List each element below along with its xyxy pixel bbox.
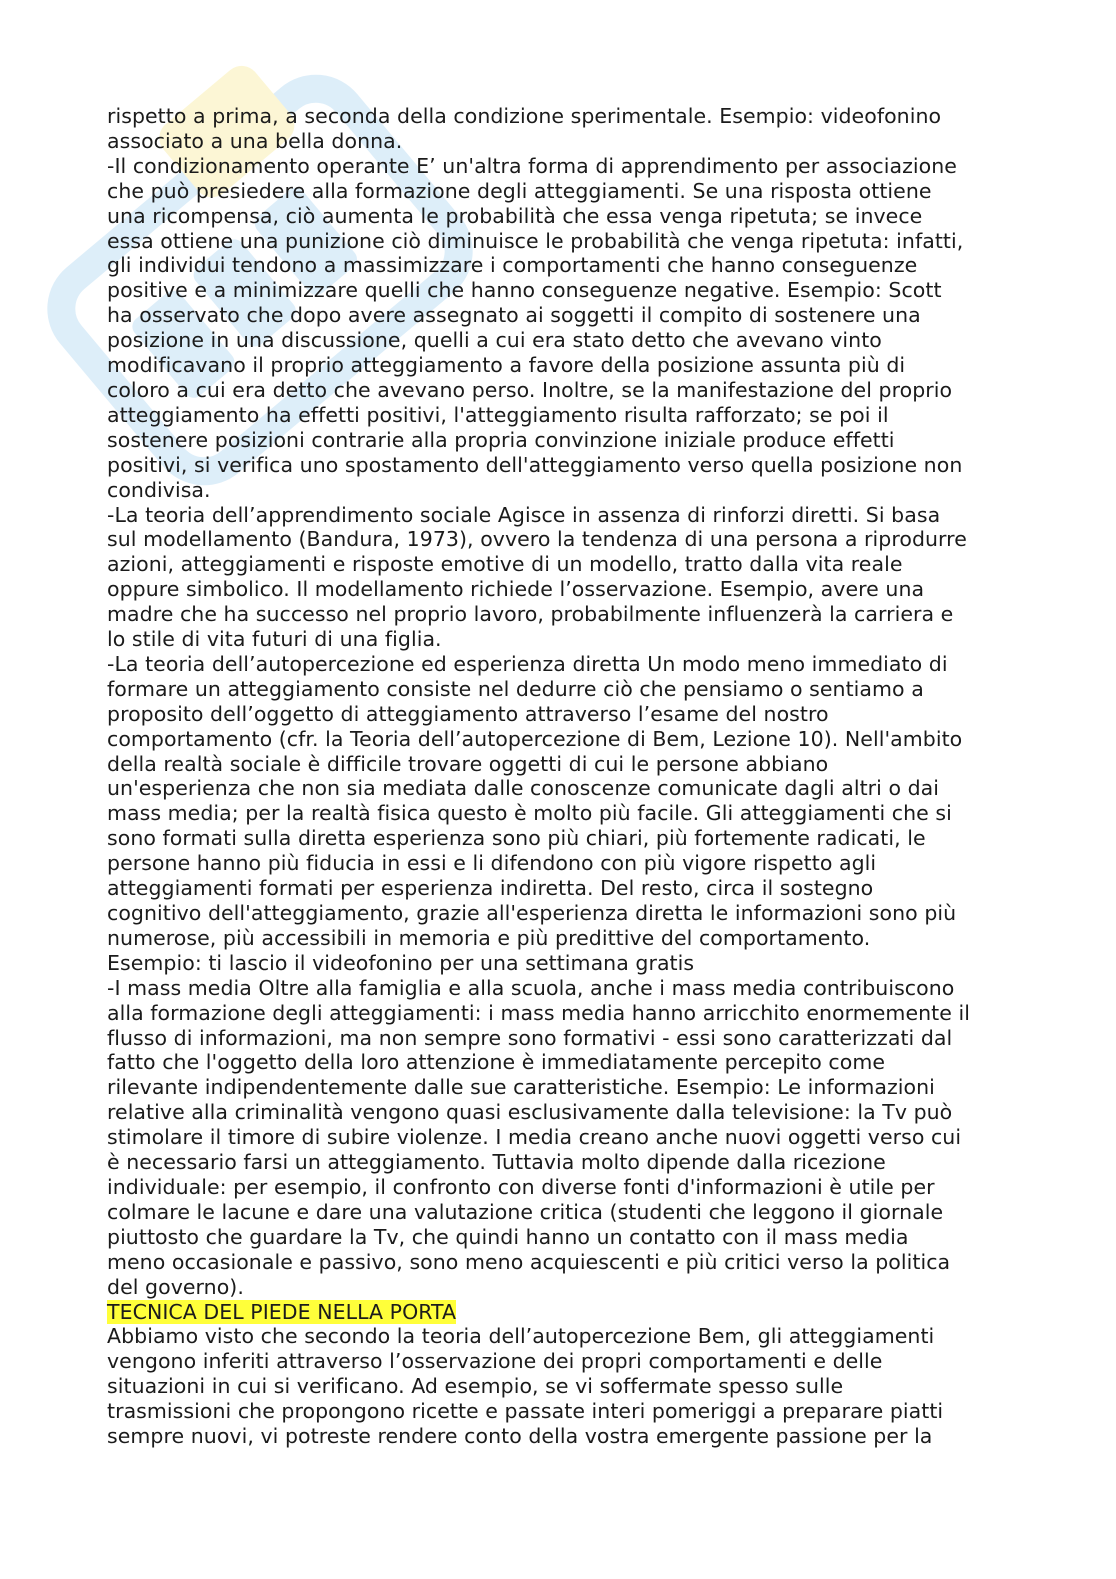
text-line: azioni, atteggiamenti e risposte emotive di un modello, tratto dalla vita reale	[107, 552, 903, 577]
text-line: sono formati sulla diretta esperienza sono più chiari, più fortemente radicati, le	[107, 826, 926, 851]
text-line: meno occasionale e passivo, sono meno acquiescenti e più critici verso la politica	[107, 1249, 951, 1274]
text-line: rispetto a prima, a seconda della condizione sperimentale. Esempio: videofonino	[107, 104, 942, 128]
text-line: persone hanno più fiducia in essi e li difendono con più vigore rispetto agli	[107, 851, 877, 876]
text-line: -La teoria dell’autopercezione ed esperienza diretta Un modo meno immediato di	[107, 651, 948, 676]
text-line: piuttosto che guardare la Tv, che quindi hanno un contatto con il mass media	[107, 1224, 909, 1249]
text-line: vengono inferiti attraverso l’osservazione dei propri comportamenti e delle	[107, 1349, 883, 1374]
text-line: fatto che l'oggetto della loro attenzione è immediatamente percepito come	[107, 1050, 886, 1075]
text-line: essa ottiene una punizione ciò diminuisce le probabilità che venga ripetuta: infatti,	[107, 228, 964, 253]
text-line: comportamento (cfr. la Teoria dell’autopercezione di Bem, Lezione 10). Nell'ambito	[107, 726, 963, 751]
text-line: cognitivo dell'atteggiamento, grazie all'esperienza diretta le informazioni sono più	[107, 901, 957, 925]
text-line: che può presiedere alla formazione degli atteggiamenti. Se una risposta ottiene	[107, 178, 932, 203]
text-line: gli individui tendono a massimizzare i comportamenti che hanno conseguenze	[107, 253, 918, 278]
text-line: -La teoria dell’apprendimento sociale Agisce in assenza di rinforzi diretti. Si basa	[107, 502, 941, 527]
text-line: associato a una bella donna.	[107, 128, 403, 153]
text-line: trasmissioni che propongono ricette e passate interi pomeriggi a preparare piatti	[107, 1399, 944, 1424]
text-line: mass media; per la realtà fisica questo è molto più facile. Gli atteggiamenti che si	[107, 801, 952, 826]
text-line: stimolare il timore di subire violenze. I media creano anche nuovi oggetti verso cui	[107, 1125, 962, 1150]
heading-highlight: TECNICA DEL PIEDE NELLA PORTA	[107, 1299, 457, 1324]
text-line: individuale: per esempio, il confronto con diverse fonti d'informazioni è utile per	[107, 1174, 935, 1199]
text-line: -I mass media Oltre alla famiglia e alla scuola, anche i mass media contribuiscono	[107, 975, 955, 1000]
text-line: è necessario farsi un atteggiamento. Tuttavia molto dipende dalla ricezione	[107, 1150, 886, 1175]
text-line: numerose, più accessibili in memoria e più predittive del comportamento.	[107, 925, 871, 950]
text-line: colmare le lacune e dare una valutazione critica (studenti che leggono il giornale	[107, 1199, 944, 1224]
text-line: sostenere posizioni contrarie alla propria convinzione iniziale produce effetti	[107, 427, 895, 452]
text-line: sul modellamento (Bandura, 1973), ovvero la tendenza di una persona a riprodurre	[107, 527, 967, 552]
text-line: formare un atteggiamento consiste nel dedurre ciò che pensiamo o sentiamo a	[107, 676, 924, 701]
text-line: madre che ha successo nel proprio lavoro, probabilmente influenzerà la carriera e	[107, 602, 954, 627]
text-line: flusso di informazioni, ma non sempre sono formativi - essi sono caratterizzati dal	[107, 1025, 953, 1050]
text-line: del governo).	[107, 1274, 244, 1299]
text-line: coloro a cui era detto che avevano perso. Inoltre, se la manifestazione del proprio	[107, 377, 953, 402]
text-line: una ricompensa, ciò aumenta le probabilità che essa venga ripetuta; se invece	[107, 203, 923, 228]
text-line: alla formazione degli atteggiamenti: i mass media hanno arricchito enormemente il	[107, 1000, 970, 1025]
text-line: situazioni in cui si verificano. Ad esempio, se vi soffermate spesso sulle	[107, 1374, 844, 1399]
text-line: modificavano il proprio atteggiamento a favore della posizione assunta più di	[107, 353, 906, 378]
text-line: atteggiamento ha effetti positivi, l'atteggiamento risulta rafforzato; se poi il	[107, 402, 889, 427]
text-line: positivi, si verifica uno spostamento dell'atteggiamento verso quella posizione non	[107, 452, 963, 477]
text-line: ha osservato che dopo avere assegnato ai soggetti il compito di sostenere una	[107, 303, 921, 328]
text-line: un'esperienza che non sia mediata dalle conoscenze comunicate dagli altri o dai	[107, 776, 940, 801]
text-line: positive e a minimizzare quelli che hanno conseguenze negative. Esempio: Scott	[107, 278, 942, 303]
text-line: lo stile di vita futuri di una figlia.	[107, 627, 442, 652]
text-line: rilevante indipendentemente dalle sue caratteristiche. Esempio: Le informazioni	[107, 1075, 935, 1100]
text-line: posizione in una discussione, quelli a cui era stato detto che avevano vinto	[107, 328, 882, 353]
section-heading-highlighted	[107, 1300, 1027, 1325]
text-line: proposito dell’oggetto di atteggiamento attraverso l’esame del nostro	[107, 701, 829, 726]
document-body	[107, 104, 1027, 1449]
text-line: atteggiamenti formati per esperienza indiretta. Del resto, circa il sostegno	[107, 876, 874, 901]
text-line: condivisa.	[107, 477, 211, 502]
text-line: -Il condizionamento operante E’ un'altra forma di apprendimento per associazione	[107, 153, 957, 178]
text-line: Abbiamo visto che secondo la teoria dell’autopercezione Bem, gli atteggiamenti	[107, 1324, 935, 1349]
text-line: relative alla criminalità vengono quasi esclusivamente dalla televisione: la Tv può	[107, 1100, 953, 1125]
text-line: Esempio: ti lascio il videofonino per una settimana gratis	[107, 950, 695, 975]
text-line: oppure simbolico. Il modellamento richiede l’osservazione. Esempio, avere una	[107, 577, 925, 602]
text-line: sempre nuovi, vi potreste rendere conto della vostra emergente passione per la	[107, 1424, 933, 1449]
text-line: della realtà sociale è difficile trovare oggetti di cui le persone abbiano	[107, 751, 829, 776]
